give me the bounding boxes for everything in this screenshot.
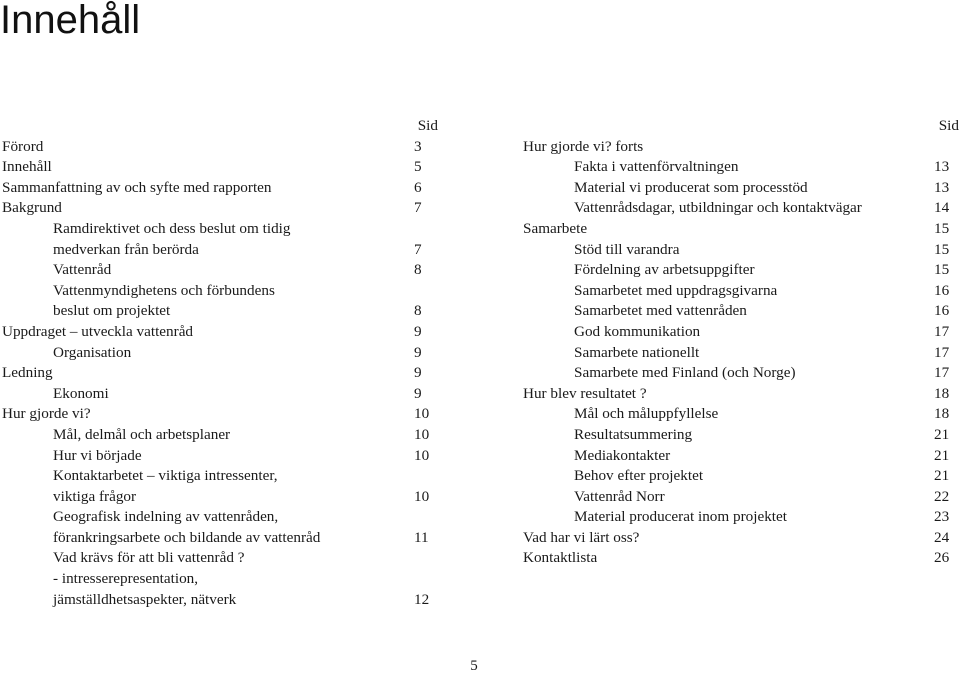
toc-entry xyxy=(523,178,959,199)
toc-entry-label: Stöd till varandra xyxy=(574,240,680,258)
toc-entry-page: 15 xyxy=(934,240,950,258)
toc-entry xyxy=(2,281,438,302)
toc-entry-page: 14 xyxy=(934,199,950,217)
toc-entry-page: 13 xyxy=(934,158,950,176)
toc-right-list xyxy=(523,137,959,569)
toc-entry-page: 6 xyxy=(414,178,422,196)
toc-sid-header xyxy=(523,116,959,137)
toc-entry xyxy=(2,425,438,446)
toc-entry-label: viktiga frågor xyxy=(53,487,137,505)
toc-entry xyxy=(523,137,959,158)
toc-entry-page: 7 xyxy=(414,240,422,258)
toc-entry-page: 24 xyxy=(934,528,950,546)
sid-label: Sid xyxy=(417,117,438,134)
toc-entry-label: Vattenmyndighetens och förbundens xyxy=(53,281,275,299)
toc-entry-page: 9 xyxy=(414,343,422,361)
toc-entry-page: 8 xyxy=(414,302,422,320)
toc-entry-page: 11 xyxy=(414,528,429,546)
toc-entry-label: Kontaktlista xyxy=(523,549,598,567)
toc-entry-label: God kommunikation xyxy=(574,322,701,340)
toc-entry-label: Organisation xyxy=(53,343,132,361)
toc-entry xyxy=(2,487,438,508)
toc-entry-page: 5 xyxy=(414,158,422,176)
toc-entry-label: Resultatsummering xyxy=(574,425,693,443)
toc-entry-page: 10 xyxy=(414,446,430,464)
toc-entry-page: 15 xyxy=(934,261,950,279)
toc-entry xyxy=(2,343,438,364)
toc-entry xyxy=(2,384,438,405)
toc-entry-label: Ledning xyxy=(2,364,53,382)
toc-entry xyxy=(2,404,438,425)
toc-entry xyxy=(523,487,959,508)
toc-entry-label: Uppdraget – utveckla vattenråd xyxy=(2,322,194,340)
toc-entry-label: Mål, delmål och arbetsplaner xyxy=(53,425,231,443)
toc-entry-label: Samarbetet med vattenråden xyxy=(574,302,747,320)
toc-left-list xyxy=(2,137,438,611)
toc-entry-label: Innehåll xyxy=(2,158,52,176)
toc-entry-page: 16 xyxy=(934,281,950,299)
toc-entry xyxy=(523,240,959,261)
toc-entry-label: Hur gjorde vi? xyxy=(2,405,91,423)
toc-entry xyxy=(2,178,438,199)
toc-entry-label: Kontaktarbetet – viktiga intressenter, xyxy=(53,467,278,485)
toc-entry-label: Material vi producerat som processtöd xyxy=(574,178,808,196)
toc-entry-label: Vad har vi lärt oss? xyxy=(523,528,640,546)
toc-entry xyxy=(2,260,438,281)
toc-entry xyxy=(523,198,959,219)
toc-entry-page: 17 xyxy=(934,343,950,361)
toc-entry-label: Hur vi började xyxy=(53,446,142,464)
toc-entry-page: 10 xyxy=(414,487,430,505)
toc-entry-page: 10 xyxy=(414,425,430,443)
toc-entry-label: Förord xyxy=(2,137,44,155)
toc-entry xyxy=(523,446,959,467)
toc-entry xyxy=(523,404,959,425)
toc-entry-page: 13 xyxy=(934,178,950,196)
toc-entry xyxy=(2,322,438,343)
toc-entry xyxy=(2,507,438,528)
toc-entry-page: 18 xyxy=(934,384,950,402)
toc-entry xyxy=(2,137,438,158)
toc-entry xyxy=(523,322,959,343)
toc-entry-label: förankringsarbete och bildande av vattenråd xyxy=(53,528,321,546)
toc-entry-label: Vattenråd Norr xyxy=(574,487,665,505)
toc-entry xyxy=(2,528,438,549)
toc-entry-label: Samarbete xyxy=(523,219,588,237)
toc-entry xyxy=(523,219,959,240)
toc-sid-header xyxy=(2,116,438,137)
toc-entry-page: 17 xyxy=(934,364,950,382)
toc-entry-page: 18 xyxy=(934,405,950,423)
toc-entry-page: 17 xyxy=(934,322,950,340)
toc-entry-label: Behov efter projektet xyxy=(574,467,704,485)
toc-entry-page: 26 xyxy=(934,549,950,567)
toc-entry xyxy=(2,219,438,240)
toc-entry xyxy=(2,240,438,261)
toc-entry-label: Fördelning av arbetsuppgifter xyxy=(574,261,755,279)
toc-entry xyxy=(2,198,438,219)
toc-entry-label: Sammanfattning av och syfte med rapporten xyxy=(2,178,272,196)
toc-entry-page: 9 xyxy=(414,384,422,402)
toc-entry-label: Vad krävs för att bli vattenråd ? xyxy=(53,549,245,567)
toc-entry-page: 10 xyxy=(414,405,430,423)
toc-entry xyxy=(523,157,959,178)
toc-entry xyxy=(2,446,438,467)
toc-entry xyxy=(523,425,959,446)
toc-right-column xyxy=(523,116,959,569)
toc-entry xyxy=(2,569,438,590)
page-number: 5 xyxy=(470,658,478,674)
toc-entry xyxy=(523,343,959,364)
toc-entry-label: - intresserepresentation, xyxy=(53,570,199,588)
toc-entry-page: 9 xyxy=(414,322,422,340)
toc-entry-page: 3 xyxy=(414,137,422,155)
toc-entry xyxy=(523,301,959,322)
toc-entry-label: Vattenråd xyxy=(53,261,112,279)
toc-entry-label: Ekonomi xyxy=(53,384,109,402)
toc-entry-page: 15 xyxy=(934,219,950,237)
toc-entry-label: Vattenrådsdagar, utbildningar och kontaktvägar xyxy=(574,199,862,217)
toc-entry-page: 12 xyxy=(414,590,430,608)
toc-entry-page: 21 xyxy=(934,467,950,485)
toc-entry xyxy=(523,528,959,549)
toc-entry xyxy=(2,466,438,487)
toc-entry-page: 21 xyxy=(934,425,950,443)
toc-entry xyxy=(2,363,438,384)
toc-entry-page: 8 xyxy=(414,261,422,279)
toc-entry-label: beslut om projektet xyxy=(53,302,171,320)
toc-entry-label: Bakgrund xyxy=(2,199,62,217)
toc-entry-label: Mediakontakter xyxy=(574,446,671,464)
toc-entry-label: Geografisk indelning av vattenråden, xyxy=(53,508,279,526)
toc-entry-label: Ramdirektivet och dess beslut om tidig xyxy=(53,219,291,237)
toc-entry-page: 7 xyxy=(414,199,422,217)
page-title: Innehåll xyxy=(0,0,141,42)
toc-entry-page: 21 xyxy=(934,446,950,464)
toc-entry xyxy=(2,590,438,611)
toc-left-column xyxy=(2,116,438,610)
toc-entry-label: Hur blev resultatet ? xyxy=(523,384,647,402)
toc-entry-label: medverkan från berörda xyxy=(53,240,199,258)
toc-entry xyxy=(523,363,959,384)
sid-label: Sid xyxy=(938,117,959,134)
toc-entry-label: Samarbete nationellt xyxy=(574,343,700,361)
toc-entry-label: Hur gjorde vi? forts xyxy=(523,137,644,155)
toc-entry xyxy=(2,301,438,322)
toc-entry-label: Samarbetet med uppdragsgivarna xyxy=(574,281,778,299)
toc-entry xyxy=(523,281,959,302)
toc-entry-page: 16 xyxy=(934,302,950,320)
toc-entry-label: Samarbete med Finland (och Norge) xyxy=(574,364,796,382)
toc-entry xyxy=(2,548,438,569)
toc-entry-page: 22 xyxy=(934,487,950,505)
toc-entry xyxy=(523,260,959,281)
toc-entry xyxy=(2,157,438,178)
toc-entry-page: 9 xyxy=(414,364,422,382)
toc-entry xyxy=(523,466,959,487)
toc-entry xyxy=(523,384,959,405)
toc-entry xyxy=(523,548,959,569)
toc-entry xyxy=(523,507,959,528)
toc-entry-label: Fakta i vattenförvaltningen xyxy=(574,158,739,176)
toc-entry-label: Mål och måluppfyllelse xyxy=(574,405,719,423)
toc-entry-label: Material producerat inom projektet xyxy=(574,508,787,526)
toc-entry-page: 23 xyxy=(934,508,950,526)
toc-entry-label: jämställdhetsaspekter, nätverk xyxy=(53,590,237,608)
